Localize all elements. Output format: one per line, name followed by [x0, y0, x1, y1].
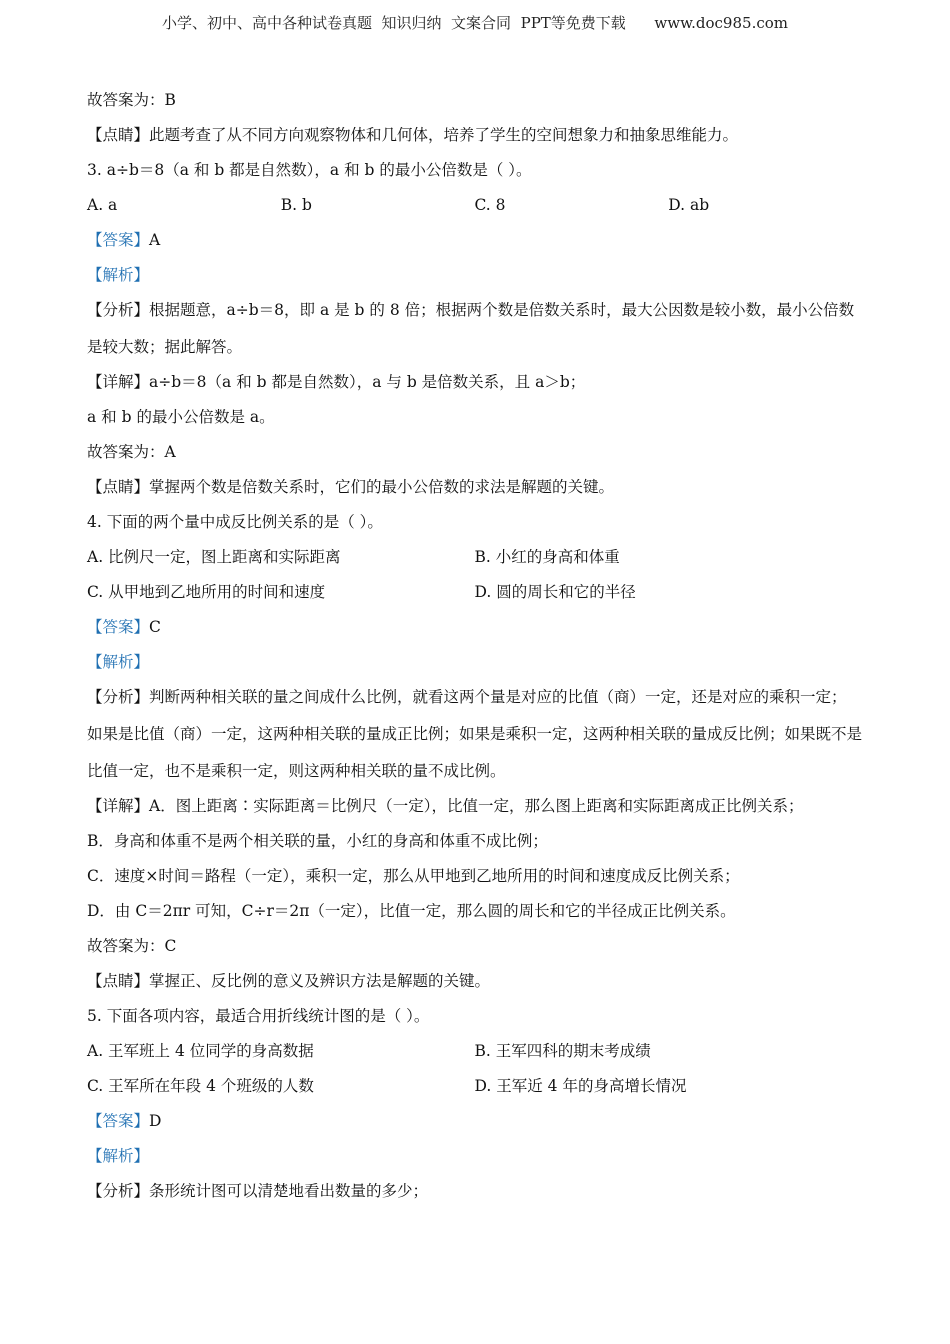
q4-detail-b: B．身高和体重不是两个相关联的量，小红的身高和体重不成比例；	[87, 832, 548, 850]
q3-final: 故答案为：A	[87, 443, 176, 461]
q4-fenxi	[87, 679, 862, 790]
q2-answer: 故答案为：B	[87, 91, 176, 109]
q5-options-row2	[87, 1072, 862, 1107]
q3-answer	[87, 226, 862, 261]
fenxi-tag: 【分析】	[87, 688, 150, 706]
answer-value: C	[149, 618, 161, 636]
xiangjie-text: A．图上距离∶实际距离＝比例尺（一定），比值一定，那么图上距离和实际距离成正比例关系；	[149, 797, 804, 815]
xiangjie-text: a÷b＝8（a 和 b 都是自然数），a 与 b 是倍数关系，且 a＞b；	[149, 373, 586, 391]
q5-option-a: A. 王军班上 4 位同学的身高数据	[87, 1042, 314, 1060]
jiexi-tag: 【解析】	[87, 653, 150, 671]
q5-fenxi	[87, 1177, 862, 1212]
q3-option-b: B. b	[280, 196, 312, 214]
xiangjie-tag: 【详解】	[87, 797, 150, 815]
answer-tag: 【答案】	[87, 618, 150, 636]
q4-options-row1	[87, 543, 862, 578]
fenxi-text: 条形统计图可以清楚地看出数量的多少；	[149, 1182, 429, 1200]
q5-option-d: D. 王军近 4 年的身高增长情况	[474, 1077, 687, 1095]
q3-option-a: A. a	[87, 196, 118, 214]
q2-dianjing	[87, 121, 862, 156]
q4-detail-d: D．由 C＝2πr 可知，C÷r＝2π（一定），比值一定，那么圆的周长和它的半径成正比例关系。	[87, 902, 736, 920]
dianjing-text: 此题考查了从不同方向观察物体和几何体，培养了学生的空间想象力和抽象思维能力。	[149, 126, 739, 144]
xiangjie-tag: 【详解】	[87, 373, 150, 391]
q4-option-b: B. 小红的身高和体重	[474, 548, 620, 566]
q3-stem: 3. a÷b＝8（a 和 b 都是自然数），a 和 b 的最小公倍数是（ ）。	[87, 161, 532, 179]
q4-stem: 4. 下面的两个量中成反比例关系的是（ ）。	[87, 513, 383, 531]
q5-answer	[87, 1107, 862, 1142]
q3-xiangjie	[87, 368, 862, 403]
q4-option-a: A. 比例尺一定，图上距离和实际距离	[87, 548, 341, 566]
q3-fenxi	[87, 292, 862, 366]
answer-tag: 【答案】	[87, 1112, 150, 1130]
q4-xiangjie	[87, 792, 862, 827]
dianjing-text: 掌握正、反比例的意义及辨识方法是解题的关键。	[149, 972, 491, 990]
dianjing-tag: 【点睛】	[87, 126, 150, 144]
fenxi-text: 根据题意，a÷b＝8，即 a 是 b 的 8 倍；根据两个数是倍数关系时，最大公因数是较小数，最小公倍数是较大数；据此解答。	[87, 301, 855, 356]
dianjing-tag: 【点睛】	[87, 972, 150, 990]
answer-value: D	[149, 1112, 162, 1130]
q3-xiangjie-line2: a 和 b 的最小公倍数是 a。	[87, 408, 275, 426]
q4-final: 故答案为：C	[87, 937, 177, 955]
jiexi-tag: 【解析】	[87, 266, 150, 284]
q3-option-d: D. ab	[668, 196, 710, 214]
answer-tag: 【答案】	[87, 231, 150, 249]
dianjing-tag: 【点睛】	[87, 478, 150, 496]
jiexi-tag: 【解析】	[87, 1147, 150, 1165]
q5-jiexi	[87, 1142, 862, 1177]
fenxi-tag: 【分析】	[87, 1182, 150, 1200]
fenxi-text: 判断两种相关联的量之间成什么比例，就看这两个量是对应的比值（商）一定，还是对应的乘积一定；如果是比值（商）一定，这两种相关联的量成正比例；如果是乘积一定，这两种相关联的量成反比例；如果既不是比值一定，也不是乘积一定，则这两种相关联的量不成比例。	[87, 688, 863, 780]
document-body	[87, 86, 862, 1212]
q3-option-c: C. 8	[474, 196, 506, 214]
q4-dianjing	[87, 967, 862, 1002]
q4-option-d: D. 圆的周长和它的半径	[474, 583, 636, 601]
answer-value: A	[149, 231, 161, 249]
q4-detail-c: C．速度×时间＝路程（一定），乘积一定，那么从甲地到乙地所用的时间和速度成反比例关系；	[87, 867, 740, 885]
dianjing-text: 掌握两个数是倍数关系时，它们的最小公倍数的求法是解题的关键。	[149, 478, 615, 496]
q3-dianjing	[87, 473, 862, 508]
q4-jiexi	[87, 648, 862, 683]
page-header: 小学、初中、高中各种试卷真题 知识归纳 文案合同 PPT等免费下载 www.doc985.com	[161, 14, 788, 32]
q4-option-c: C. 从甲地到乙地所用的时间和速度	[87, 583, 326, 601]
q3-jiexi	[87, 261, 862, 296]
q4-options-row2	[87, 578, 862, 613]
q3-options	[87, 191, 862, 226]
q5-stem: 5. 下面各项内容，最适合用折线统计图的是（ ）。	[87, 1007, 430, 1025]
q4-answer	[87, 613, 862, 648]
q5-options-row1	[87, 1037, 862, 1072]
q5-option-b: B. 王军四科的期末考成绩	[474, 1042, 651, 1060]
q5-option-c: C. 王军所在年段 4 个班级的人数	[87, 1077, 314, 1095]
fenxi-tag: 【分析】	[87, 301, 150, 319]
